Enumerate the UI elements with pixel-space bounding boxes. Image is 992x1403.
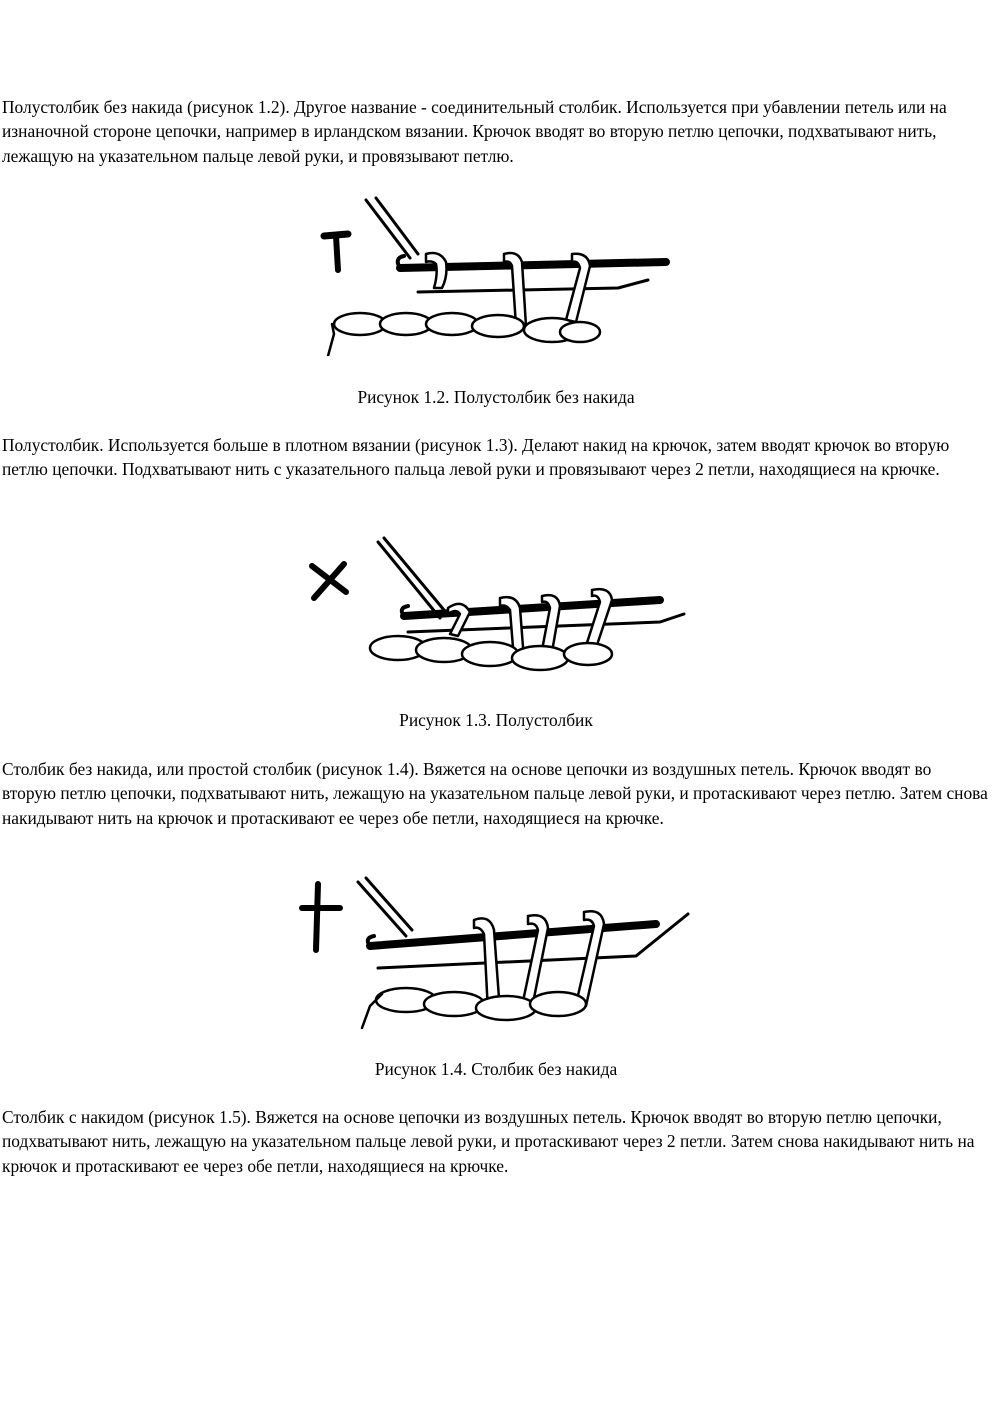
figure-caption-1-3: Рисунок 1.3. Полустолбик [399, 710, 593, 730]
paragraph-double-crochet: Столбик с накидом (рисунок 1.5). Вяжется на основе цепочки из воздушных петель. Крючок вводят во вторую петлю цепочки, подхватывают нить, лежащую на указательном пальце левой руки, и протаскивают через 2 петли. Затем снова накидывают нить на крючок и протаскивают ее через обе петли, находящиеся на крючке. [2, 1107, 975, 1176]
figure-caption-1-2: Рисунок 1.2. Полустолбик без накида [357, 387, 635, 407]
paragraph-slip-stitch: Полустолбик без накида (рисунок 1.2). Другое название - соединительный столбик. Используется при убавлении петель или на изнаночной стороне цепочки, например в ирландском вязании. Крючок вводят во вторую петлю цепочки, подхватывают нить, лежащую на указательном пальце левой руки, и провязывают петлю. [2, 97, 947, 166]
symbol-slip-stitch-icon [324, 234, 348, 270]
symbol-half-double-icon [312, 564, 346, 598]
figure-single-crochet [296, 876, 696, 1036]
symbol-single-crochet-icon [302, 884, 340, 950]
single-crochet-illustration [296, 876, 696, 1036]
paragraph-half-double: Полустолбик. Используется больше в плотном вязании (рисунок 1.3). Делают накид на крючок, затем вводят крючок во вторую петлю цепочки. Подхватывают нить с указательного пальца левой руки и провязывают через 2 петли, находящиеся на крючке. [2, 435, 950, 480]
half-double-illustration [300, 536, 700, 686]
paragraph-single-crochet: Столбик без накида, или простой столбик (рисунок 1.4). Вяжется на основе цепочки из воздушных петель. Крючок вводят во вторую петлю цепочки, подхватывают нить, лежащую на указательном пальце левой руки, и протаскивают через петлю. Затем снова накидывают нить на крючок и протаскивают ее через обе петли, находящиеся на крючке. [2, 759, 988, 828]
slip-stitch-illustration [318, 196, 678, 356]
figure-caption-1-4: Рисунок 1.4. Столбик без накида [374, 1059, 618, 1079]
figure-slip-stitch [318, 196, 678, 356]
figure-half-double [300, 536, 700, 686]
